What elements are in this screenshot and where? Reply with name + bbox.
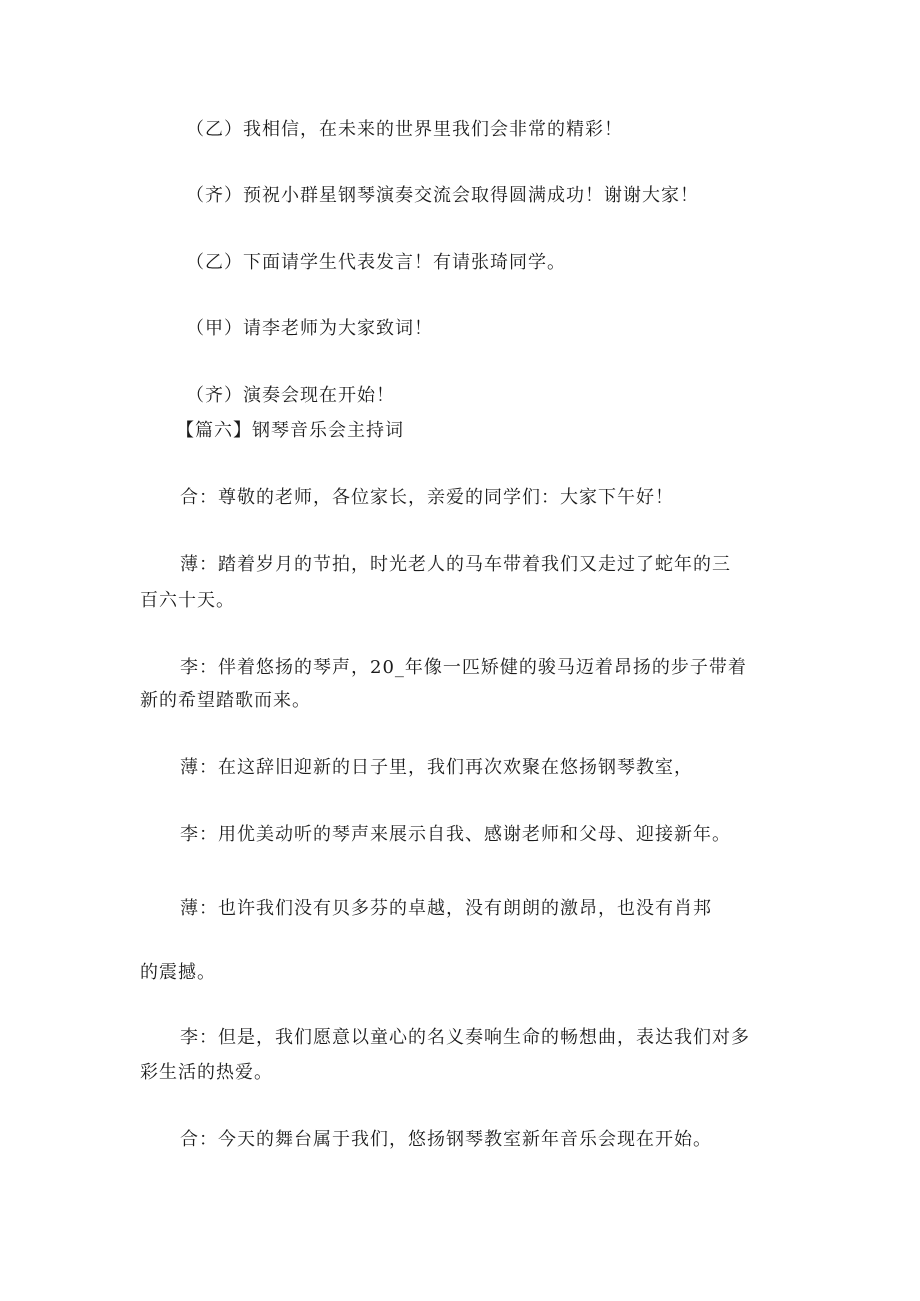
paragraph-line: 合：尊敬的老师，各位家长，亲爱的同学们：大家下午好！ [180, 487, 674, 508]
paragraph-line: 彩生活的热爱。 [140, 1062, 273, 1083]
paragraph-line: （乙）下面请学生代表发言！有请张琦同学。 [186, 252, 566, 273]
paragraph-line: 薄：踏着岁月的节拍，时光老人的马车带着我们又走过了蛇年的三 [180, 554, 731, 575]
paragraph-line: 李：伴着悠扬的琴声，20_年像一匹矫健的骏马迈着昂扬的步子带着 [180, 657, 747, 678]
paragraph-line: 李：但是，我们愿意以童心的名义奏响生命的畅想曲，表达我们对多 [180, 1027, 750, 1048]
paragraph-line: 的震撼。 [140, 962, 216, 983]
paragraph-line: 薄：在这辞旧迎新的日子里，我们再次欢聚在悠扬钢琴教室， [180, 757, 693, 778]
paragraph-line: 新的希望踏歌而来。 [140, 690, 311, 711]
paragraph-line: 合：今天的舞台属于我们，悠扬钢琴教室新年音乐会现在开始。 [180, 1129, 712, 1150]
paragraph-line: （齐）预祝小群星钢琴演奏交流会取得圆满成功！谢谢大家！ [186, 185, 699, 206]
paragraph-line: （齐）演奏会现在开始！ [186, 385, 395, 406]
paragraph-line: （甲）请李老师为大家致词！ [186, 318, 433, 339]
paragraph-line: 薄：也许我们没有贝多芬的卓越，没有朗朗的激昂，也没有肖邦 [180, 898, 712, 919]
paragraph-line: （乙）我相信，在未来的世界里我们会非常的精彩！ [186, 119, 623, 140]
section-heading: 【篇六】钢琴音乐会主持词 [176, 420, 404, 441]
paragraph-line: 百六十天。 [140, 590, 235, 611]
paragraph-line: 李：用优美动听的琴声来展示自我、感谢老师和父母、迎接新年。 [180, 824, 731, 845]
